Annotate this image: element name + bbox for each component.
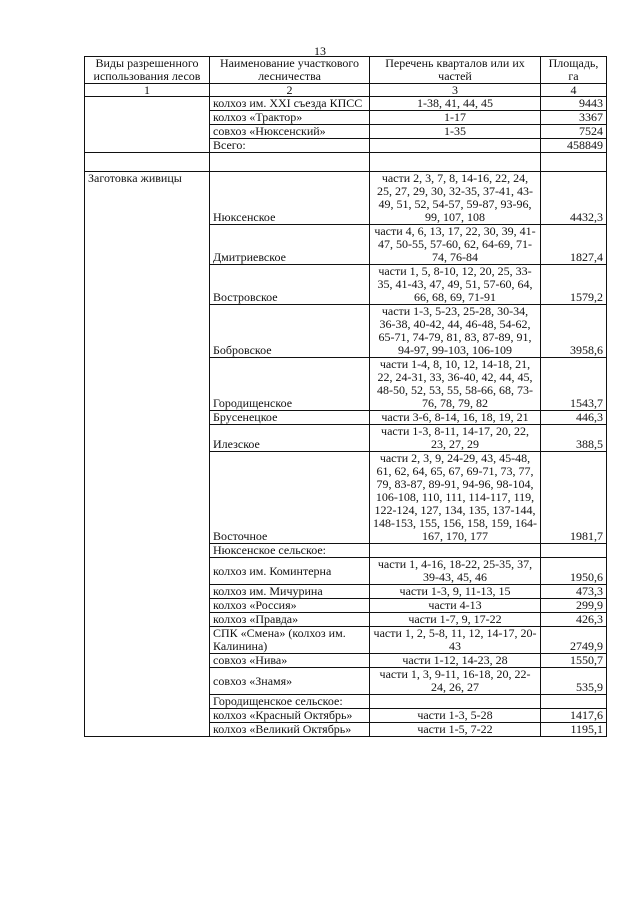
area-value: 388,5: [541, 425, 607, 452]
forestry-name: Илезское: [210, 425, 370, 452]
area-value: 7524: [541, 125, 607, 139]
quarters-list: части 4-13: [370, 599, 541, 613]
header-forestry-name: Наименование участкового лесничества: [210, 57, 370, 84]
forestry-name: колхоз «Красный Октябрь»: [210, 709, 370, 723]
forestry-name: колхоз «Трактор»: [210, 111, 370, 125]
quarters-list: части 1-3, 9, 11-13, 15: [370, 585, 541, 599]
area-value: 426,3: [541, 613, 607, 627]
quarters-list: 1-17: [370, 111, 541, 125]
area-value: 3958,6: [541, 305, 607, 358]
quarters-list: части 1-7, 9, 17-22: [370, 613, 541, 627]
quarters-list: части 4, 6, 13, 17, 22, 30, 39, 41-47, 50-55, 57-60, 62, 64-69, 71-74, 76-84: [370, 225, 541, 265]
use-type-cell-empty: [85, 97, 210, 153]
use-type-resin: Заготовка живицы: [85, 172, 210, 737]
quarters-list: части 1-5, 7-22: [370, 723, 541, 737]
column-number: 2: [210, 84, 370, 97]
total-area-value: 458849: [541, 139, 607, 153]
area-value: 3367: [541, 111, 607, 125]
table-row: [85, 97, 607, 111]
forestry-name: колхоз им. XXI съезда КПСС: [210, 97, 370, 111]
quarters-list: части 1, 2, 5-8, 11, 12, 14-17, 20-43: [370, 627, 541, 654]
header-use-type: Виды разрешенного использования лесов: [85, 57, 210, 84]
forestry-name: Брусенецкое: [210, 411, 370, 425]
quarters-list: части 1-3, 8-11, 14-17, 20, 22, 23, 27, 29: [370, 425, 541, 452]
area-value: 1579,2: [541, 265, 607, 305]
area-value: 4432,3: [541, 172, 607, 225]
total-label: Всего:: [210, 139, 370, 153]
area-value: 473,3: [541, 585, 607, 599]
forestry-name: колхоз им. Мичурина: [210, 585, 370, 599]
forestry-name: совхоз «Нива»: [210, 654, 370, 668]
quarters-list: части 1, 4-16, 18-22, 25-35, 37, 39-43, 45, 46: [370, 558, 541, 585]
area-value: 446,3: [541, 411, 607, 425]
forestry-name: СПК «Смена» (колхоз им. Калинина): [210, 627, 370, 654]
forestry-name: Городищенское: [210, 358, 370, 411]
header-quarters: Перечень кварталов или их частей: [370, 57, 541, 84]
header-area: Площадь, га: [541, 57, 607, 84]
quarters-list: [370, 139, 541, 153]
area-value: 1543,7: [541, 358, 607, 411]
forestry-name: Бобровское: [210, 305, 370, 358]
quarters-list: части 2, 3, 9, 24-29, 43, 45-48, 61, 62, 64, 65, 67, 69-71, 73, 77, 79, 83-87, 89-91, 94-96, 98-104, 106-108, 110, 111, 114-117, 119, 122-124, 127, 134, 135, 137-144, 148-153, 155, 156, 158, 159, 164-167, 170, 177: [370, 452, 541, 544]
quarters-list: 1-38, 41, 44, 45: [370, 97, 541, 111]
forest-use-table: [84, 56, 607, 737]
quarters-list: части 1, 5, 8-10, 12, 20, 25, 33-35, 41-43, 47, 49, 51, 57-60, 64, 66, 68, 69, 71-91: [370, 265, 541, 305]
table-header-row: [85, 57, 607, 84]
column-number: 3: [370, 84, 541, 97]
forestry-name: совхоз «Знамя»: [210, 668, 370, 695]
quarters-list: части 3-6, 8-14, 16, 18, 19, 21: [370, 411, 541, 425]
quarters-list: части 1-3, 5-23, 25-28, 30-34, 36-38, 40-42, 44, 46-48, 54-62, 65-71, 74-79, 81, 83, 87-89, 91, 94-97, 99-103, 106-109: [370, 305, 541, 358]
column-number-row: [85, 84, 607, 97]
forestry-name: колхоз им. Коминтерна: [210, 558, 370, 585]
area-value: 535,9: [541, 668, 607, 695]
forestry-name: Нюксенское: [210, 172, 370, 225]
table-row: [85, 172, 607, 225]
quarters-list: части 1-4, 8, 10, 12, 14-18, 21, 22, 24-31, 33, 36-40, 42, 44, 45, 48-50, 52, 53, 55, 58-66, 68, 73-76, 78, 79, 82: [370, 358, 541, 411]
forestry-name: колхоз «Россия»: [210, 599, 370, 613]
column-number: 1: [85, 84, 210, 97]
forestry-name: Дмитриевское: [210, 225, 370, 265]
subgroup-label: Городищенское сельское:: [210, 695, 370, 709]
area-value: 1417,6: [541, 709, 607, 723]
forestry-name: колхоз «Великий Октябрь»: [210, 723, 370, 737]
area-value: 299,9: [541, 599, 607, 613]
quarters-list: части 2, 3, 7, 8, 14-16, 22, 24, 25, 27, 29, 30, 32-35, 37-41, 43-49, 51, 52, 54-57, 59-87, 93-96, 99, 107, 108: [370, 172, 541, 225]
area-value: 1550,7: [541, 654, 607, 668]
column-number: 4: [541, 84, 607, 97]
area-value: 2749,9: [541, 627, 607, 654]
quarters-list: 1-35: [370, 125, 541, 139]
quarters-list: части 1, 3, 9-11, 16-18, 20, 22-24, 26, 27: [370, 668, 541, 695]
subgroup-label: Нюксенское сельское:: [210, 544, 370, 558]
forestry-name: Востровское: [210, 265, 370, 305]
area-value: 9443: [541, 97, 607, 111]
area-value: 1950,6: [541, 558, 607, 585]
area-value: 1827,4: [541, 225, 607, 265]
quarters-list: части 1-3, 5-28: [370, 709, 541, 723]
page-number: 13: [314, 44, 326, 58]
spacer-row: [85, 153, 607, 172]
quarters-list: части 1-12, 14-23, 28: [370, 654, 541, 668]
area-value: 1981,7: [541, 452, 607, 544]
forestry-name: совхоз «Нюксенский»: [210, 125, 370, 139]
area-value: 1195,1: [541, 723, 607, 737]
forestry-name: колхоз «Правда»: [210, 613, 370, 627]
forestry-name: Восточное: [210, 452, 370, 544]
